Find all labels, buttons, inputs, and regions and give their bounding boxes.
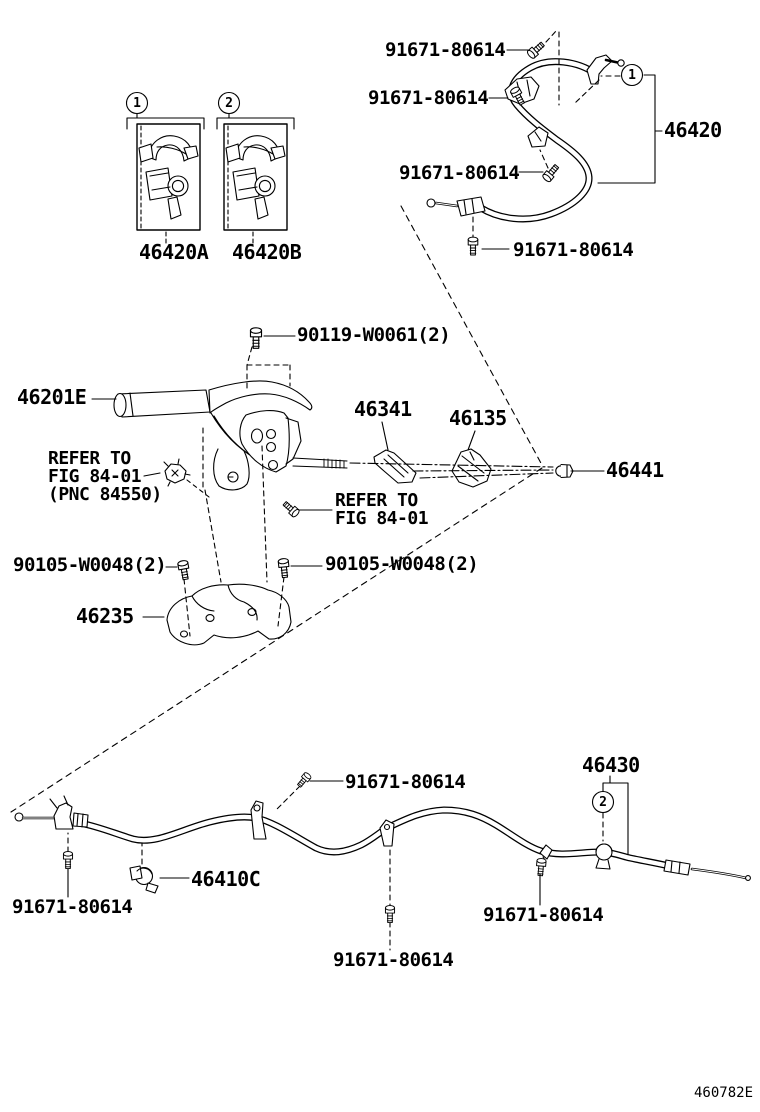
grommet-art bbox=[164, 459, 209, 497]
note-refer-to-a-line1: REFER TO bbox=[48, 448, 131, 469]
fastener-label-bolt-8: 91671-80614 bbox=[333, 949, 454, 971]
guide-art bbox=[452, 449, 491, 487]
diagram-code: 460782E bbox=[694, 1085, 754, 1101]
screw-icon bbox=[177, 560, 190, 580]
fastener-label-bolt-6: 91671-80614 bbox=[12, 896, 133, 918]
assembly-reference-lines bbox=[11, 206, 542, 812]
part-label-clamp-a: 46420A bbox=[139, 240, 209, 264]
fastener-label-bolt-4: 91671-80614 bbox=[513, 239, 634, 261]
bolt-icon bbox=[63, 852, 72, 869]
bolt-icon bbox=[385, 906, 394, 923]
fastener-label-screw-1: 90105-W0048(2) bbox=[13, 554, 167, 576]
part-label-pull-rod: 46341 bbox=[354, 397, 412, 421]
fastener-label-washer-bolt: 90119-W0061(2) bbox=[297, 324, 451, 346]
fastener-label-bolt-7: 91671-80614 bbox=[483, 904, 604, 926]
part-label-rear-cable: 46430 bbox=[582, 753, 640, 777]
lever-art bbox=[114, 347, 347, 582]
bolt-icon bbox=[526, 40, 546, 59]
clamp-box-1 bbox=[127, 93, 205, 244]
fastener-label-bolt-5: 91671-80614 bbox=[345, 771, 466, 793]
part-label-clamp-b: 46420B bbox=[232, 240, 302, 264]
callout-badge-2-b: 2 bbox=[599, 795, 607, 810]
part-label-adjust-nut: 46441 bbox=[606, 458, 664, 482]
callout-badge-2-a: 2 bbox=[225, 96, 233, 111]
washer-bolt-icon bbox=[250, 328, 261, 349]
fastener-label-bolt-3: 91671-80614 bbox=[399, 162, 520, 184]
bolt-icon bbox=[536, 858, 547, 876]
part-label-guide: 46135 bbox=[449, 406, 507, 430]
adjust-nut-art bbox=[556, 465, 573, 478]
fastener-label-bolt-1: 91671-80614 bbox=[385, 39, 506, 61]
fastener-label-screw-2: 90105-W0048(2) bbox=[325, 553, 479, 575]
part-label-rear-clamp: 46410C bbox=[191, 867, 261, 891]
equalizer-art bbox=[374, 450, 416, 483]
lever-bracket-art bbox=[167, 577, 291, 645]
clamp-box-2 bbox=[217, 93, 294, 244]
part-label-lever: 46201E bbox=[17, 385, 87, 409]
rear-clamp-art bbox=[130, 866, 158, 893]
fastener-label-bolt-2: 91671-80614 bbox=[368, 87, 489, 109]
part-label-lever-bracket: 46235 bbox=[76, 604, 134, 628]
front-cable-art bbox=[427, 30, 662, 240]
screw-icon bbox=[278, 558, 290, 578]
bolt-icon bbox=[542, 163, 561, 183]
bolt-icon bbox=[296, 772, 312, 789]
callout-badge-1-a: 1 bbox=[133, 96, 141, 111]
callout-badge-1-b: 1 bbox=[628, 68, 636, 83]
bolt-icon bbox=[468, 237, 478, 255]
note-refer-to-b-line1: REFER TO bbox=[335, 490, 418, 511]
note-refer-to-a-line3: (PNC 84550) bbox=[48, 484, 162, 505]
note-refer-to-b-line2: FIG 84-01 bbox=[335, 508, 429, 529]
part-label-front-cable: 46420 bbox=[664, 118, 722, 142]
rear-cable-art bbox=[15, 771, 750, 950]
note-refer-to-a-line2: FIG 84-01 bbox=[48, 466, 142, 487]
screw-icon bbox=[282, 500, 301, 518]
